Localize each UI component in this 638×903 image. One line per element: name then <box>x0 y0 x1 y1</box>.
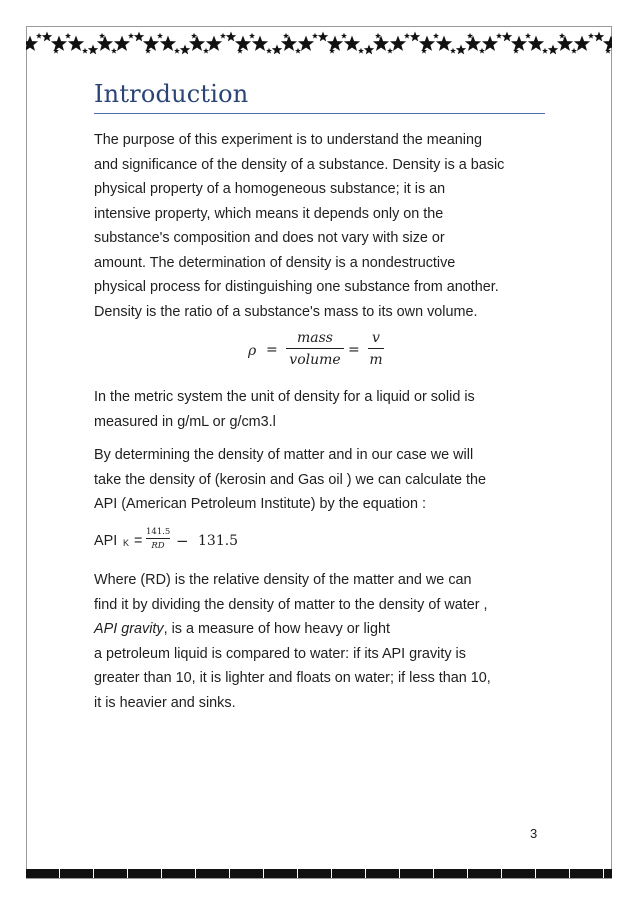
fraction-numerator: 141.5 <box>146 527 171 537</box>
paragraph-line: measured in g/mL or g/cm3.l <box>94 414 276 430</box>
paragraph-line <box>94 617 390 642</box>
star-ornament <box>502 32 512 42</box>
star-ornament <box>525 33 531 39</box>
paragraph-line: intensive property, which means it depends only on the <box>94 206 444 222</box>
star-ornament <box>26 36 38 51</box>
star-ornament <box>364 45 374 55</box>
api-subscript: K <box>123 538 130 548</box>
v-over-m-fraction <box>368 330 384 368</box>
fraction-numerator: v <box>372 330 380 346</box>
paragraph-line: The purpose of this experiment is to understand the meaning <box>94 132 482 148</box>
border-segment <box>230 869 263 878</box>
border-segment <box>366 869 399 878</box>
star-ornament <box>51 36 67 51</box>
border-segment <box>196 869 229 878</box>
star-ornament <box>88 45 98 55</box>
star-ornament <box>594 32 604 42</box>
star-ornament <box>344 36 360 51</box>
star-ornament <box>220 33 226 39</box>
star-ornament <box>174 48 180 54</box>
star-ornament <box>482 36 498 51</box>
border-segment <box>60 869 93 878</box>
star-ornament <box>548 45 558 55</box>
paragraph-line: API (American Petroleum Institute) by the equation : <box>94 496 426 512</box>
equals-sign: = <box>266 342 278 358</box>
rho-symbol: ρ <box>248 343 257 359</box>
border-segment <box>434 869 467 878</box>
star-ornament <box>404 33 410 39</box>
star-ornament <box>479 48 485 54</box>
border-segment <box>502 869 535 878</box>
star-ornament <box>456 45 466 55</box>
border-segment <box>400 869 433 878</box>
star-ornament <box>42 32 52 42</box>
star-ornament <box>235 36 251 51</box>
equals-sign: = <box>134 533 143 549</box>
mass-over-volume-fraction <box>286 330 344 368</box>
star-ornament <box>252 36 268 51</box>
star-ornament <box>375 33 381 39</box>
border-segment <box>570 869 603 878</box>
star-ornament <box>450 48 456 54</box>
star-ornament <box>574 36 590 51</box>
api-gravity-term: API gravity <box>94 621 164 637</box>
star-ornament <box>99 33 105 39</box>
star-ornament <box>559 33 565 39</box>
star-ornament <box>410 32 420 42</box>
decorative-border-bottom <box>26 866 612 880</box>
star-ornament <box>157 33 163 39</box>
star-ornament <box>65 33 71 39</box>
equals-sign: = <box>348 342 360 358</box>
paragraph-text: , is a measure of how heavy or light <box>163 621 390 637</box>
paragraph-line: it is heavier and sinks. <box>94 695 236 711</box>
fraction-denominator: RD <box>151 541 165 551</box>
border-segment <box>332 869 365 878</box>
paragraph-line: a petroleum liquid is compared to water: if its API gravity is <box>94 646 466 662</box>
api-label: API <box>94 533 118 549</box>
star-ornament <box>390 36 406 51</box>
star-ornament <box>128 33 134 39</box>
paragraph-line: physical property of a homogeneous substance; it is an <box>94 181 446 197</box>
star-ornament <box>114 36 130 51</box>
star-ornament <box>588 33 594 39</box>
paragraph-line: and significance of the density of a substance. Density is a basic <box>94 157 505 173</box>
star-ornament <box>272 45 282 55</box>
paragraph-line: amount. The determination of density is a nondestructive <box>94 255 456 271</box>
paragraph-line: substance's composition and does not vary with size or <box>94 230 445 246</box>
star-ornament <box>433 33 439 39</box>
star-ornament <box>134 32 144 42</box>
star-ornament <box>358 48 364 54</box>
paragraph-line: physical process for distinguishing one substance from another. <box>94 279 499 295</box>
border-segment <box>162 869 195 878</box>
star-ornament <box>298 36 314 51</box>
section-title: Introduction <box>94 80 249 108</box>
border-segment <box>298 869 331 878</box>
star-ornament <box>143 36 159 51</box>
star-ornament <box>419 36 435 51</box>
star-ornament <box>111 48 117 54</box>
title-underline <box>94 113 545 114</box>
paragraph-line: By determining the density of matter and in our case we will <box>94 447 474 463</box>
star-ornament <box>203 48 209 54</box>
paragraph-line: Density is the ratio of a substance's mass to its own volume. <box>94 304 478 320</box>
decorative-star-border-top <box>26 29 612 59</box>
star-ornament <box>266 48 272 54</box>
border-segment <box>604 869 612 878</box>
fraction-numerator: mass <box>297 330 333 346</box>
star-ornament <box>603 36 612 51</box>
star-ornament <box>191 33 197 39</box>
star-ornament <box>36 33 42 39</box>
star-ornament <box>160 36 176 51</box>
star-ornament <box>206 36 222 51</box>
border-segment <box>536 869 569 878</box>
star-ornament <box>318 32 328 42</box>
star-ornament <box>68 36 84 51</box>
star-ornament <box>528 36 544 51</box>
star-ornament <box>295 48 301 54</box>
paragraph-line: take the density of (kerosin and Gas oil ) we can calculate the <box>94 472 486 488</box>
star-ornament <box>97 36 113 51</box>
star-ornament <box>226 32 236 42</box>
api-fraction <box>146 527 170 551</box>
fraction-denominator: volume <box>289 352 341 368</box>
star-ornament <box>373 36 389 51</box>
star-ornament <box>571 48 577 54</box>
star-ornament <box>557 36 573 51</box>
paragraph-line: find it by dividing the density of matter to the density of water , <box>94 597 488 613</box>
star-ornament <box>341 33 347 39</box>
star-ornament <box>312 33 318 39</box>
star-ornament <box>387 48 393 54</box>
api-constant: 131.5 <box>198 533 239 549</box>
paragraph-line: greater than 10, it is lighter and floats on water; if less than 10, <box>94 670 491 686</box>
star-ornament <box>327 36 343 51</box>
border-segment <box>94 869 127 878</box>
border-segment <box>468 869 501 878</box>
border-segment <box>264 869 297 878</box>
star-ornament <box>180 45 190 55</box>
star-ornament <box>467 33 473 39</box>
star-ornament <box>542 48 548 54</box>
page-number: 3 <box>530 826 538 841</box>
border-segment <box>26 869 59 878</box>
star-ornament <box>496 33 502 39</box>
star-ornament <box>283 33 289 39</box>
paragraph-line: Where (RD) is the relative density of the matter and we can <box>94 572 472 588</box>
star-ornament <box>82 48 88 54</box>
star-ornament <box>249 33 255 39</box>
star-ornament <box>436 36 452 51</box>
fraction-denominator: m <box>369 352 383 368</box>
star-ornament <box>465 36 481 51</box>
star-ornament <box>511 36 527 51</box>
paragraph-line: In the metric system the unit of density for a liquid or solid is <box>94 389 475 405</box>
minus-sign: − <box>176 532 189 550</box>
border-segment <box>128 869 161 878</box>
star-ornament <box>281 36 297 51</box>
star-ornament <box>189 36 205 51</box>
